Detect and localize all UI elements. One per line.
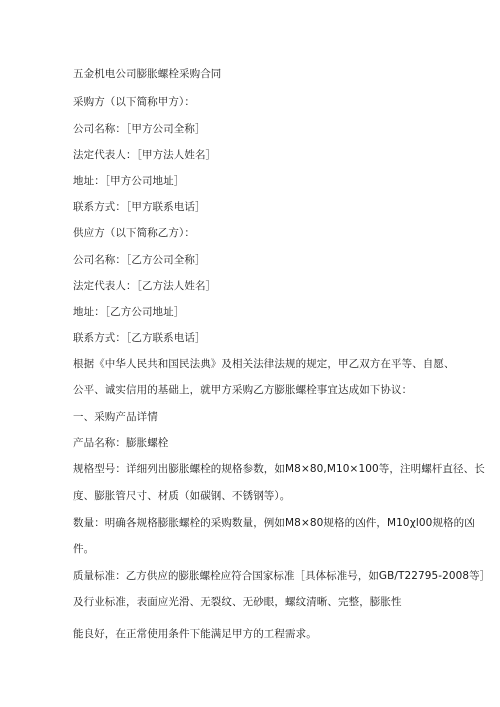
buyer-contact: 联系方式：［甲方联系电话］ — [73, 201, 206, 213]
document-title: 五金机电公司膨胀螺栓采购合同 — [73, 68, 222, 80]
supplier-legal-rep: 法定代表人：［乙方法人姓名］ — [73, 280, 217, 292]
quality-line-1: 质量标准：乙方供应的膨胀螺栓应符合国家标准［具体标准号，如GB/T22795-2008等］ — [73, 570, 491, 582]
preamble-line-1: 根据《中华人民共和国民法典》及相关法律法规的规定，甲乙双方在平等、自愿、 — [73, 358, 455, 370]
supplier-address: 地址：［乙方公司地址］ — [73, 306, 185, 318]
buyer-address: 地址：［甲方公司地址］ — [73, 175, 185, 187]
spec-line-2: 度、膨胀管尺寸、材质（如碳钢、不锈钢等）。 — [73, 490, 291, 502]
supplier-contact: 联系方式：［乙方联系电话］ — [73, 332, 206, 344]
section-1-heading: 一、采购产品详情 — [73, 411, 158, 423]
product-name: 产品名称：膨胀螺栓 — [73, 437, 169, 449]
quality-line-2: 及行业标准，表面应光滑、无裂纹、无砂眼，螺纹清晰、完整，膨胀性 — [73, 596, 402, 608]
buyer-heading: 采购方（以下简称甲方）： — [73, 96, 195, 108]
quality-line-3: 能良好，在正常使用条件下能满足甲方的工程需求。 — [73, 628, 317, 640]
buyer-legal-rep: 法定代表人：［甲方法人姓名］ — [73, 149, 217, 161]
supplier-heading: 供应方（以下简称乙方）： — [73, 227, 195, 239]
preamble-line-2: 公平、诚实信用的基础上，就甲方采购乙方膨胀螺栓事宜达成如下协议： — [73, 384, 413, 396]
supplier-company: 公司名称：［乙方公司全称］ — [73, 254, 206, 266]
quantity-line-2: 件。 — [73, 543, 95, 555]
buyer-company: 公司名称：［甲方公司全称］ — [73, 123, 206, 135]
spec-line-1: 规格型号：详细列出膨胀螺栓的规格参数，如M8×80,M10×100等，注明螺杆直径、长 — [73, 463, 485, 475]
quantity-line-1: 数量：明确各规格膨胀螺栓的采购数量，例如M8×80规格的凶件，M10χl00规格的凶 — [73, 517, 475, 529]
